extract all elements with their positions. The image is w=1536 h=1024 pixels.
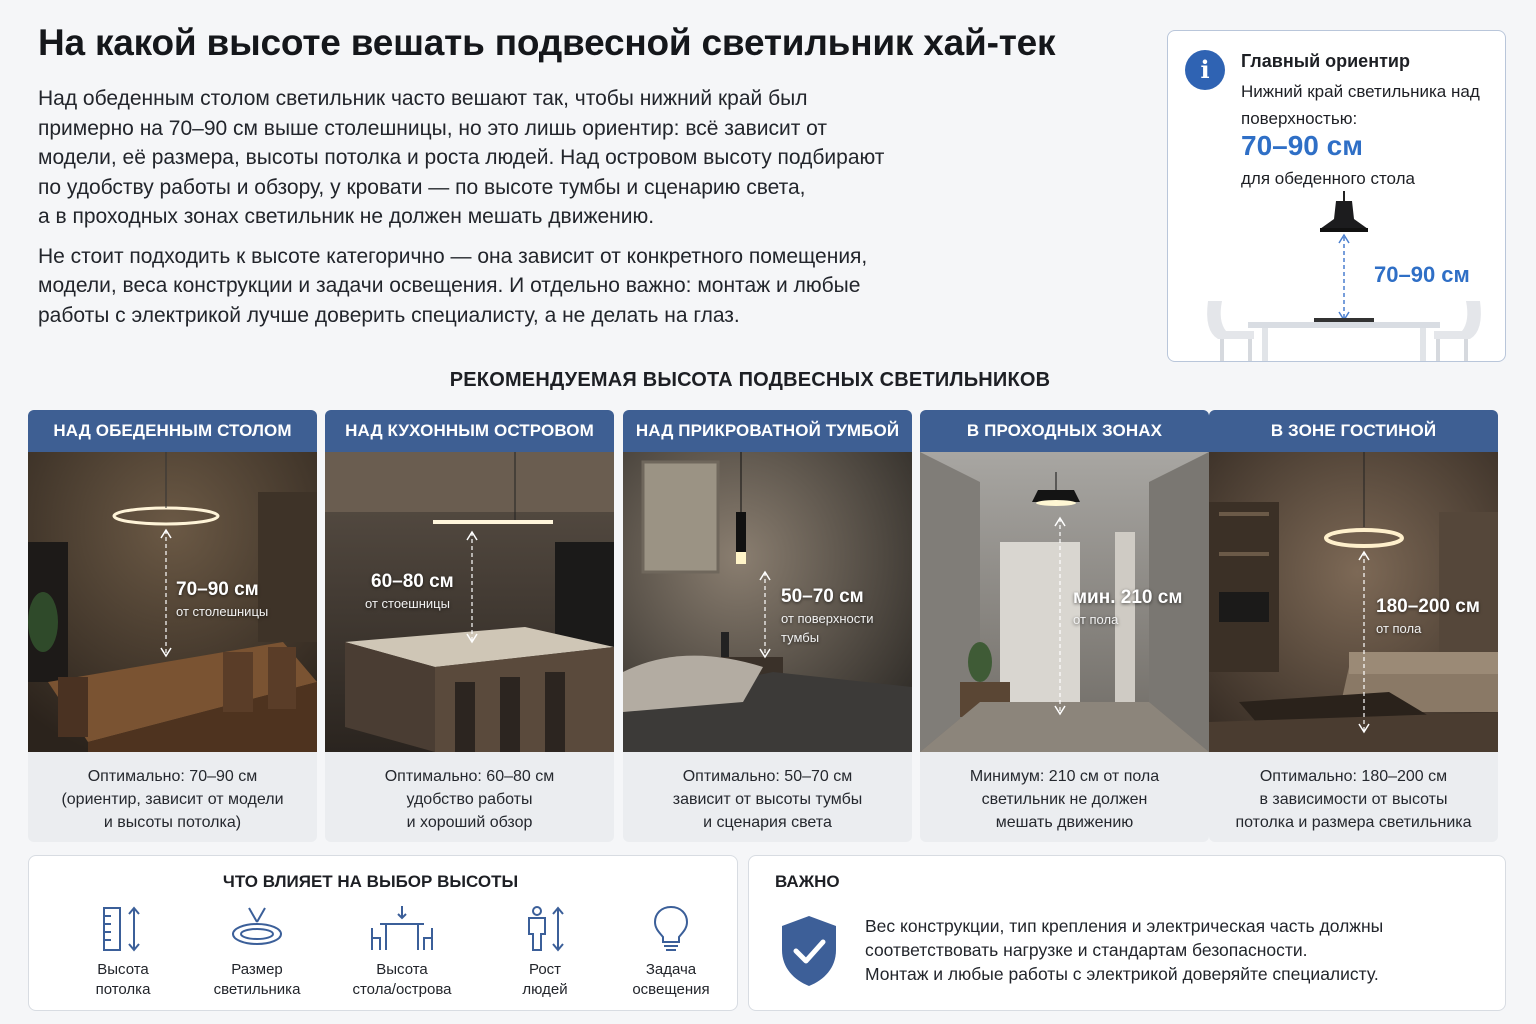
dimension-subtitle: от пола [1073, 612, 1119, 627]
card-header: НАД ОБЕДЕННЫМ СТОЛОМ [28, 410, 317, 452]
intro-paragraph-1: Над обеденным столом светильник часто вешают так, чтобы нижний край был примерно на 70–90 см выше столешницы, но это лишь ориентир: всё зависит от модели, её размера, высоты потолка и роста людей. Над островом высоту подбирают по удобству работы и обзору, у кровати — по высоте тумбы и сценарию света, а в проходных зонах светильник не должен мешать движению. [38, 87, 885, 228]
card-dining-table [28, 410, 317, 842]
important-title: ВАЖНО [775, 872, 840, 891]
dining-room-photo [28, 452, 317, 752]
card-footer: Минимум: 210 см от пола светильник не должен мешать движению [969, 768, 1160, 831]
card-living-room [1209, 410, 1498, 842]
dimension-value: 60–80 см [371, 571, 454, 592]
card-kitchen-island [325, 410, 614, 842]
factor-label: Высота потолка [95, 961, 151, 998]
info-subtitle: для обеденного стола [1241, 169, 1416, 188]
factor-lamp-size [187, 904, 327, 1000]
factor-label: Задача освещения [632, 961, 710, 998]
factor-label: Рост людей [522, 961, 568, 998]
card-footer: Оптимально: 70–90 см (ориентир, зависит от модели и высоты потолка) [61, 768, 284, 831]
ceiling-height-icon [100, 904, 146, 954]
people-height-icon [522, 904, 568, 954]
info-dimension-label: 70–90 см [1374, 262, 1470, 287]
factors-panel [28, 855, 738, 1011]
important-panel [748, 855, 1506, 1011]
dimension-value: мин. 210 см [1073, 587, 1183, 608]
living-room-photo [1209, 452, 1498, 752]
info-icon: i [1185, 50, 1225, 90]
kitchen-photo [325, 452, 614, 752]
card-header: В ЗОНЕ ГОСТИНОЙ [1209, 410, 1498, 452]
lightbulb-icon [651, 904, 691, 954]
dimension-value: 50–70 см [781, 586, 864, 607]
card-footer: Оптимально: 180–200 см в зависимости от высоты потолка и размера светильника [1235, 768, 1472, 831]
factor-table-height [332, 904, 472, 1000]
dimension-subtitle: от поверхности тумбы [781, 611, 874, 645]
card-header: НАД КУХОННЫМ ОСТРОВОМ [325, 410, 614, 452]
info-value: 70–90 см [1241, 130, 1363, 161]
card-header: В ПРОХОДНЫХ ЗОНАХ [920, 410, 1209, 452]
factors-title: ЧТО ВЛИЯЕТ НА ВЫБОР ВЫСОТЫ [222, 872, 519, 891]
section-title: РЕКОМЕНДУЕМАЯ ВЫСОТА ПОДВЕСНЫХ СВЕТИЛЬНИКОВ [449, 369, 1051, 391]
dimension-subtitle: от стоешницы [365, 596, 450, 611]
card-bedside-table [623, 410, 912, 842]
important-text: Вес конструкции, тип крепления и электрическая часть должны соответствовать нагрузке и стандартам безопасности. Монтаж и любые работы с электрикой доверяйте специалисту. [865, 916, 1384, 984]
info-title: Главный ориентир [1241, 51, 1410, 71]
card-hallway [920, 410, 1209, 842]
factor-lighting-task [601, 904, 741, 1000]
factor-ceiling-height [53, 904, 193, 1000]
factor-label: Высота стола/острова [352, 961, 452, 998]
intro-paragraph-2: Не стоит подходить к высоте категорично — она зависит от конкретного помещения, модели, веса конструкции и задачи освещения. И отдельно важно: монтаж и любые работы с электрикой лучше доверить специалисту, а не делать на глаз. [38, 244, 868, 327]
hallway-photo [920, 452, 1209, 752]
dimension-subtitle: от пола [1376, 621, 1422, 636]
bedroom-photo [623, 452, 912, 752]
page-title: На какой высоте вешать подвесной светильник хай-тек [38, 22, 1056, 63]
dimension-subtitle: от столешницы [176, 604, 269, 619]
dimension-value: 180–200 см [1376, 596, 1480, 617]
factor-people-height [475, 904, 615, 1000]
lamp-size-icon [229, 904, 285, 954]
card-footer: Оптимально: 60–80 см удобство работы и хороший обзор [384, 768, 555, 831]
card-footer: Оптимально: 50–70 см зависит от высоты тумбы и сценария света [672, 768, 863, 831]
info-description: Нижний край светильника над поверхностью: [1241, 82, 1480, 128]
shield-check-icon [779, 914, 839, 988]
card-header: НАД ПРИКРОВАТНОЙ ТУМБОЙ [623, 410, 912, 452]
dimension-value: 70–90 см [176, 579, 259, 600]
table-height-icon [370, 904, 434, 954]
intro-text [38, 84, 988, 340]
main-guideline-card [1167, 30, 1506, 362]
factor-label: Размер светильника [213, 961, 301, 998]
